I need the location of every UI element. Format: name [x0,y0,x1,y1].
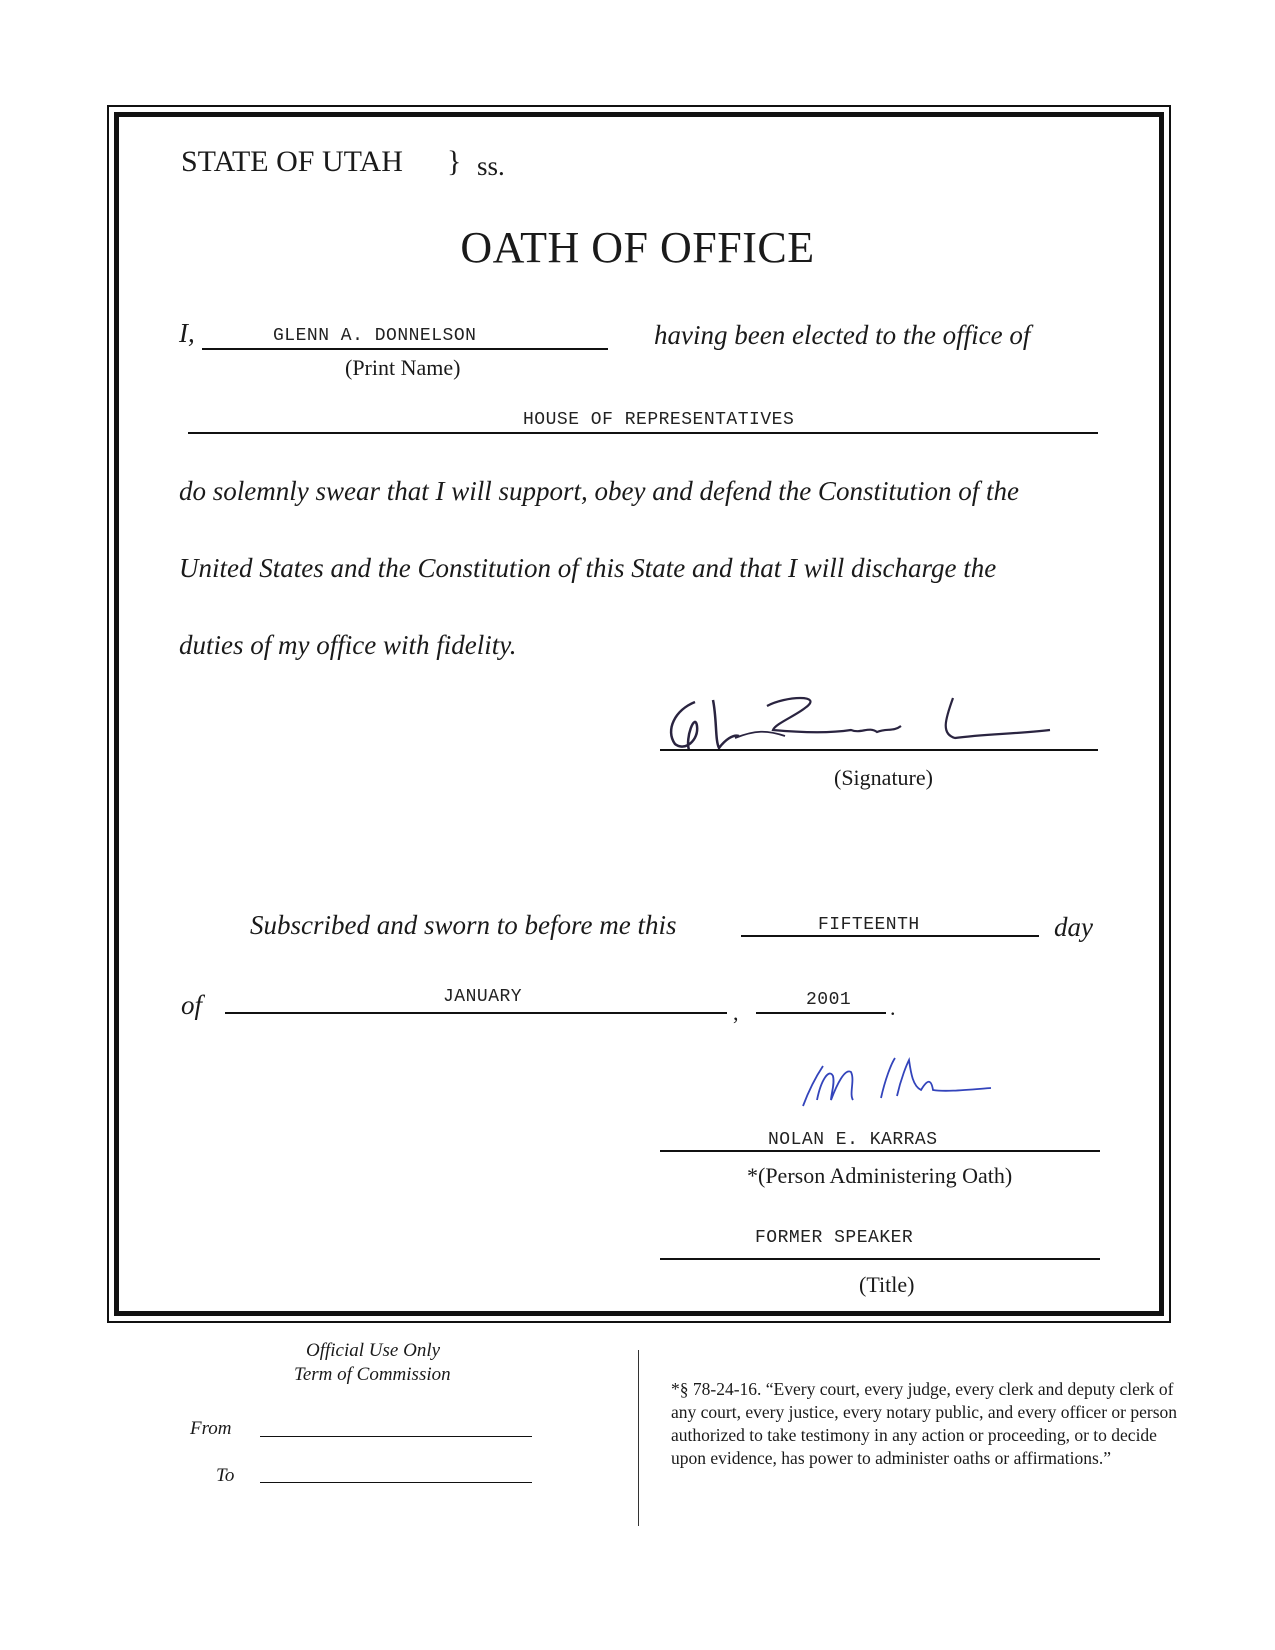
term-from-label: From [190,1418,232,1439]
footer-divider [638,1350,639,1526]
print-name-value: GLENN A. DONNELSON [273,326,477,346]
term-to-label: To [216,1465,235,1486]
day-word: day [1054,912,1093,942]
term-from-line [260,1436,532,1437]
administrator-title-caption: (Title) [859,1272,915,1297]
administrator-signature [795,1050,995,1110]
administrator-title-value: FORMER SPEAKER [755,1228,914,1248]
print-name-line [202,348,608,350]
oath-lead-i: I, [179,318,195,348]
day-value: FIFTEENTH [818,915,920,935]
state-heading: STATE OF UTAH [181,145,403,178]
sworn-lead: Subscribed and sworn to before me this [250,910,677,940]
official-use-heading: Official Use Only [306,1340,441,1361]
date-comma: , [733,1000,739,1025]
oath-body-line-2: United States and the Constitution of this State and that I will discharge the [179,553,997,583]
administrator-caption: *(Person Administering Oath) [747,1163,1013,1188]
month-line [225,1012,727,1014]
month-value: JANUARY [443,987,523,1007]
oath-body-line-3: duties of my office with fidelity. [179,630,517,660]
elected-text: having been elected to the office of [654,320,1031,350]
year-value: 2001 [806,990,852,1010]
term-to-line [260,1482,532,1483]
signature-line [660,749,1098,751]
day-line [741,935,1039,937]
year-line [756,1012,886,1014]
administrator-name-line [660,1150,1100,1152]
venue-ss: ss. [477,151,505,181]
office-value: HOUSE OF REPRESENTATIVES [523,410,795,430]
administrator-name-value: NOLAN E. KARRAS [768,1130,938,1150]
signature-caption: (Signature) [834,765,933,790]
date-period: . [890,995,896,1020]
venue-brace: } [447,145,462,178]
official-use-subheading: Term of Commission [294,1364,451,1385]
document-title: OATH OF OFFICE [460,223,815,272]
oath-body-line-1: do solemnly swear that I will support, obey and defend the Constitution of the [179,476,1019,506]
administrator-title-line [660,1258,1100,1260]
print-name-caption: (Print Name) [345,355,461,380]
statute-footnote: *§ 78-24-16. “Every court, every judge, every clerk and deputy clerk of any court, every justice, every notary public, and every officer or person authorized to take testimony in any action or proceeding, or to decide upon evidence, has power to administer oaths or affirmations.” [671,1379,1178,1468]
of-word: of [181,990,203,1020]
office-line [188,432,1098,434]
